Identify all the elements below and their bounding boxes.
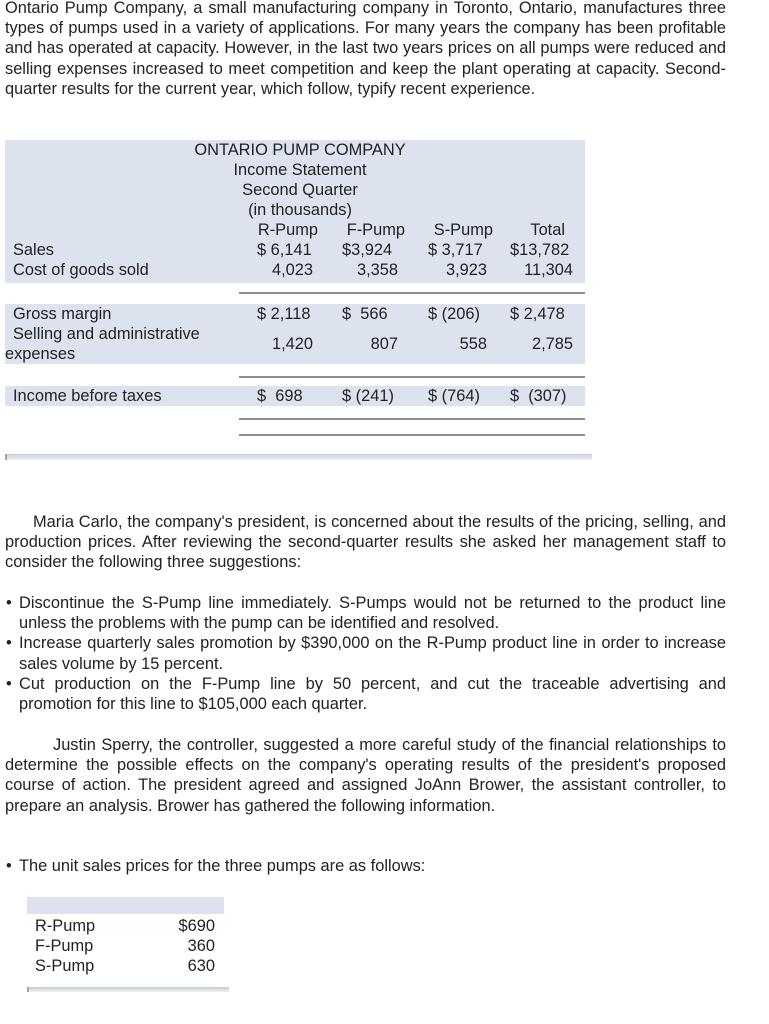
sales-total: $13,782 [510,241,570,259]
ibt-s-pump: $ (764) [428,387,480,405]
intro-paragraph: Ontario Pump Company, a small manufacturing company in Toronto, Ontario, manufactures three types of pumps used in a variety of applications. For many years the company has been profitable and has operated at capacity. However, in the last two years prices on all pumps were reduced and selling expenses increased to meet competition and keep the plant operating at capacity. Second-quarter results for the current year, which follow, typify recent experience. [5,0,726,98]
president-paragraph: Maria Carlo, the company's president, is concerned about the results of the pricing, selling, and production prices. After reviewing the second-quarter results she asked her management staff to consider the following three suggestions: [5,513,726,572]
double-rule-top [239,418,585,420]
suggestion-item [0,593,726,633]
cogs-s-pump: 3,923 [445,261,487,279]
sga-r-pump: 1,420 [271,335,313,353]
price-name-f-pump: F-Pump [35,937,94,955]
price-r-pump: $690 [178,917,215,935]
statement-units: (in thousands) [248,201,352,219]
column-header-total: Total [530,221,565,239]
ibt-f-pump: $ (241) [342,387,394,405]
cogs-total: 11,304 [524,261,573,279]
suggestion-text: Discontinue the S-Pump line immediately. S-Pumps would not be returned to the product line unless the problems with the pump can be identified and resolved. [19,594,726,633]
bullet-icon: • [6,857,12,875]
net-rule [239,376,585,378]
sales-label: Sales [13,241,55,259]
gross-total: $ 2,478 [510,305,565,323]
bullet-icon: • [6,594,12,612]
column-header-r-pump: R-Pump [257,221,318,239]
gross-r-pump: $ 2,118 [257,305,311,323]
price-s-pump: 630 [187,957,215,975]
price-f-pump: 360 [187,937,215,955]
gross-s-pump: $ (206) [428,305,480,323]
price-name-r-pump: R-Pump [35,917,96,935]
sga-f-pump: 807 [370,335,398,353]
prices-bottom-edge [27,987,229,992]
company-name: ONTARIO PUMP COMPANY [194,141,406,159]
income-statement [5,140,590,461]
bullet-icon: • [6,674,12,693]
ibt-total: $ (307) [510,387,567,405]
suggestion-text: Increase quarterly sales promotion by $390,000 on the R-Pump product line in order to increase sales volume by 15 percent. [19,634,726,673]
column-header-s-pump: S-Pump [433,221,493,239]
info-text: The unit sales prices for the three pumps are as follows: [19,857,426,875]
price-name-s-pump: S-Pump [35,957,95,975]
column-header-f-pump: F-Pump [346,221,405,239]
ibt-r-pump: $ 698 [257,387,303,405]
bullet-icon: • [6,634,12,653]
sales-f-pump: $3,924 [342,241,393,259]
statement-title: Income Statement [233,161,367,179]
income-before-taxes-label: Income before taxes [13,387,162,405]
table-bottom-edge [5,454,592,460]
double-rule-bottom [239,434,585,436]
sales-s-pump: $ 3,717 [428,241,483,259]
subtotal-rule [239,292,585,294]
sga-label-line1: Selling and administrative [13,325,200,343]
sga-s-pump: 558 [459,335,487,353]
info-item [0,856,726,876]
unit-prices-table [27,897,227,997]
gross-f-pump: $ 566 [342,305,388,323]
prices-header-background [27,897,224,914]
suggestions-list [0,593,726,714]
sales-r-pump: $ 6,141 [257,241,312,259]
cogs-r-pump: 4,023 [271,261,313,279]
sga-label-line2: expenses [5,345,76,363]
info-list [0,856,726,876]
sga-total: 2,785 [531,335,573,353]
controller-paragraph: Justin Sperry, the controller, suggested a more careful study of the financial relationships to determine the possible effects on the company's operating results of the president's proposed course of action. The president agreed and assigned JoAnn Brower, the assistant controller, to prepare an analysis. Brower has gathered the following information. [5,736,726,815]
suggestion-text: Cut production on the F-Pump line by 50 percent, and cut the traceable advertising and promotion for this line to $105,000 each quarter. [19,674,726,714]
suggestion-item [0,674,726,714]
cogs-label: Cost of goods sold [13,261,149,279]
cogs-f-pump: 3,358 [356,261,398,279]
gross-margin-label: Gross margin [13,305,112,323]
statement-period: Second Quarter [242,181,358,199]
suggestion-item [0,633,726,673]
